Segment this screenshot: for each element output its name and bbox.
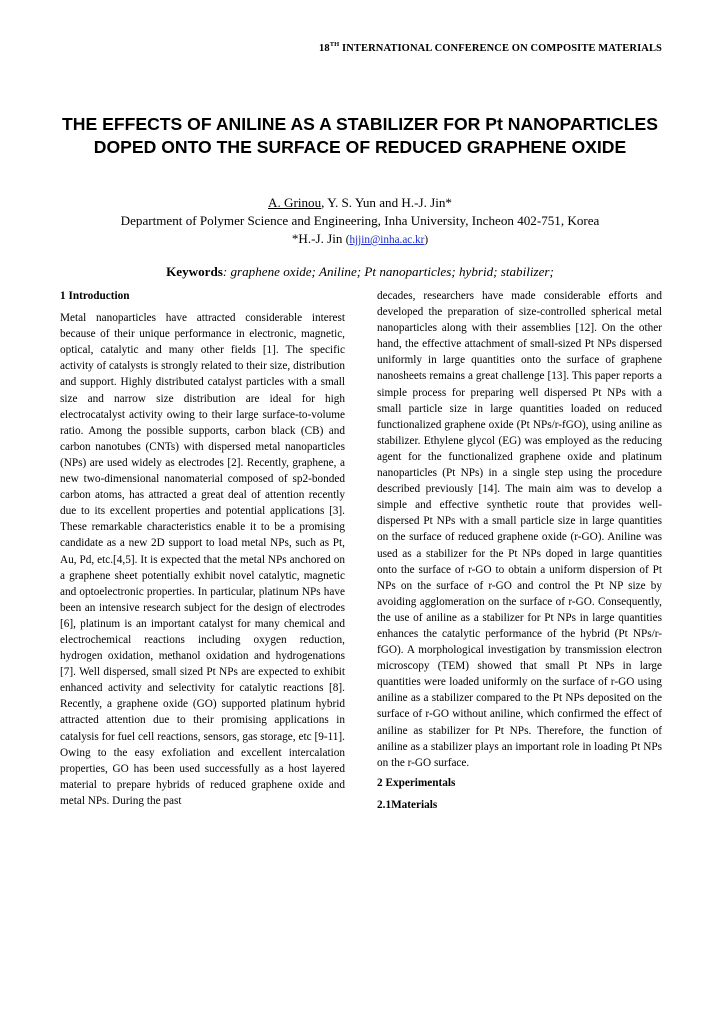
email-open-paren: ( <box>345 234 350 246</box>
other-authors: , Y. S. Yun and H.-J. Jin* <box>321 195 452 210</box>
keywords-text: : graphene oxide; Aniline; Pt nanoparticles; hybrid; stabilizer; <box>222 264 554 279</box>
conference-header <box>319 43 662 54</box>
experimentals-heading: 2 Experimentals <box>377 776 456 789</box>
materials-subheading: 2.1Materials <box>377 798 438 811</box>
introduction-paragraph-left: Metal nanoparticles have attracted considerable interest because of their unique performance in electronic, magnetic, optical, catalytic and many other fields [1]. The specific activity of catalysts is strongly related to their size, distribution and support. Highly distributed catalyst particles with a small size and narrow size distribution are ideal for high electrocatalyst activity owing to their large surface-to-volume ratio. Among the possible supports, carbon black (CB) and carbon nanotubes (CNTs) with dispersed metal nanoparticles (NPs) are used widely as electrodes [2]. Recently, graphene, a new two-dimensional nanomaterial composed of sp2-bonded carbon atoms, has attracted a great deal of attention recently due to its excellent properties and potential applications [3]. These remarkable characteristics enable it to be a promising candidate as a new 2D support to load metal NPs, such as Pt, Au, Pd, etc.[4,5]. It is expected that the metal NPs anchored on a graphene sheet potentially exhibit novel catalytic, magnetic and optoelectronic properties. In particular, platinum NPs have been an intensive research subject for the design of electrodes [6], platinum is an important catalyst for many chemical and electrochemical reactions including oxygen reduction, hydrogen oxidation, methanol oxidation and hydrogenations [7]. Well dispersed, small sized Pt NPs are expected to exhibit enhanced activity and selectivity for catalytic reactions [8]. Recently, a graphene oxide (GO) supported platinum hybrid attracted attention due to their promising applications in catalysis for fuel cell reactions, sensors, gas storage, etc [9-11]. Owing to the easy exfoliation and excellent intercalation properties, GO has been used successfully as a host layered material to prepare hybrids of reduced graphene oxide and metal NPs. During the past <box>60 312 345 807</box>
email-link[interactable]: hjjin@inha.ac.kr <box>349 234 425 246</box>
corresponding-author <box>60 230 660 249</box>
conference-name: INTERNATIONAL CONFERENCE ON COMPOSITE MATERIALS <box>339 43 662 54</box>
left-column <box>60 288 345 809</box>
first-author: A. Grinou <box>268 195 322 210</box>
keywords-line <box>60 263 660 281</box>
keywords-label: Keywords <box>166 264 223 279</box>
conference-number: 18 <box>319 43 330 54</box>
email-close-paren: ) <box>424 234 429 246</box>
affiliation: Department of Polymer Science and Engineering, Inha University, Incheon 402-751, Korea <box>120 213 600 228</box>
right-column <box>377 288 662 813</box>
introduction-paragraph-right: decades, researchers have made considerable efforts and developed the preparation of size-controlled spherical metal nanoparticles along with their assemblies [12]. On the other hand, the effective attachment of small-sized Pt NPs dispersed uniformly in large quantities onto the surface of graphene nanosheets remains a great challenge [13]. This paper reports a simple process for preparing well dispersed Pt NPs with a small particle size in large quantities loaded on reduced functionalized graphene oxide (Pt NPs/r-fGO), using aniline as stabilizer. Ethylene glycol (EG) was employed as the reducing agent for the functionalized graphene oxide and platinum nanoparticles (Pt NPs) in a single step using the procedure described previously [14]. The main aim was to develop a simple and effective synthetic route that provides well-dispersed Pt NPs with a small particle size in large quantities on the surface of reduced graphene oxide (r-GO). Aniline was used as a stabilizer for the Pt NPs doped in large quantities onto the surface of r-GO to obtain a uniform dispersion of Pt NPs on the surface of r-GO and control the Pt NP size by avoiding agglomeration on the surface of r-GO. Consequently, the use of aniline as a stabilizer for Pt NPs in large quantities enhances the catalytic performance of the hybrid (Pt NPs/r-fGO). A morphological investigation by transmission electron microscopy (TEM) showed that small Pt NPs in large quantities were loaded uniformly on the surface of r-GO using aniline as a stabilizer compared to the Pt NPs deposited on the surface of r-GO without aniline, which confirmed the effect of aniline as stabilizer for Pt NPs. Therefore, the function of aniline as a stabilizer plays an important role in loading Pt NPs on the r-GO surface. <box>377 290 662 769</box>
paper-title: THE EFFECTS OF ANILINE AS A STABILIZER FOR Pt NANOPARTICLES DOPED ONTO THE SURFACE OF REDUCED GRAPHENE OXIDE <box>62 114 658 157</box>
conference-number-superscript: TH <box>329 41 340 48</box>
introduction-heading: 1 Introduction <box>60 290 130 302</box>
author-list <box>60 194 660 212</box>
corresponding-author-name: *H.-J. Jin <box>291 231 346 246</box>
